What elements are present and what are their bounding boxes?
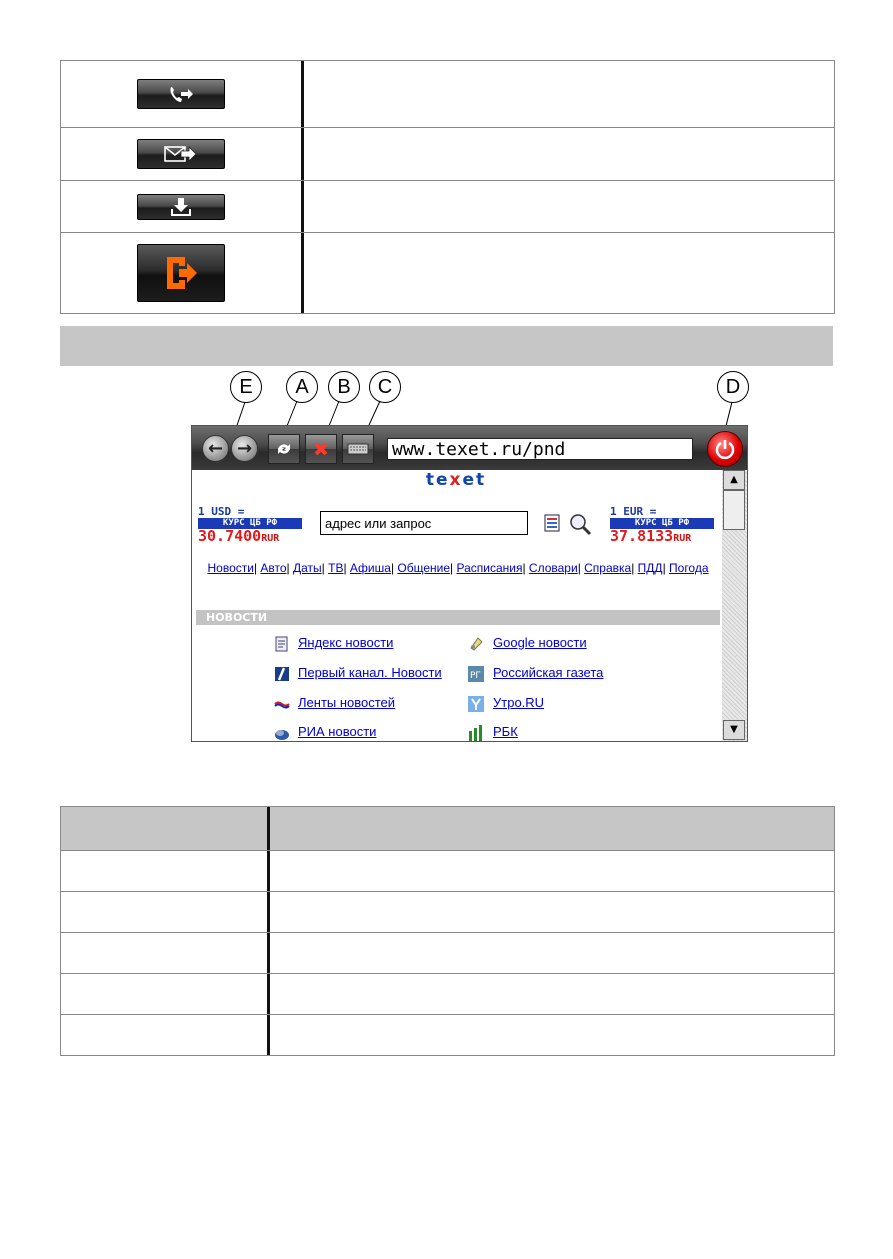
channel-one-icon xyxy=(274,666,290,682)
news-feeds-icon xyxy=(274,696,290,712)
forward-button[interactable] xyxy=(231,435,258,462)
list-item[interactable]: Утро.RU xyxy=(493,695,545,710)
power-icon xyxy=(714,438,736,460)
arrow-left-icon: ← xyxy=(207,438,224,459)
link-chat[interactable]: Общение xyxy=(397,561,451,575)
stop-button[interactable] xyxy=(305,434,337,464)
callout-b: B xyxy=(328,371,360,403)
close-icon xyxy=(313,441,329,457)
link-schedules[interactable]: Расписания xyxy=(456,561,523,575)
list-item[interactable]: Первый канал. Новости xyxy=(298,665,442,680)
power-button[interactable] xyxy=(707,431,743,467)
web-page xyxy=(192,470,720,741)
table-row xyxy=(61,891,834,932)
table-header-row xyxy=(61,807,834,850)
eur-rate-widget: 1 EUR = КУРС ЦБ РФ 37.8133RUR xyxy=(610,506,714,546)
callout-c: C xyxy=(369,371,401,403)
usd-rate-widget: 1 USD = КУРС ЦБ РФ 30.7400RUR xyxy=(198,506,302,546)
search-input[interactable]: адрес или запрос xyxy=(320,511,528,535)
link-auto[interactable]: Авто xyxy=(260,561,287,575)
news-section-header: НОВОСТИ xyxy=(196,610,720,625)
link-dates[interactable]: Даты xyxy=(293,561,322,575)
rbk-icon xyxy=(468,725,484,741)
svg-text:РГ: РГ xyxy=(470,671,481,681)
google-news-icon xyxy=(468,636,484,652)
table-row xyxy=(61,973,834,1014)
ria-news-icon xyxy=(274,725,290,741)
table-row xyxy=(61,932,834,973)
link-pdd[interactable]: ПДД xyxy=(637,561,663,575)
link-news[interactable]: Новости xyxy=(207,561,254,575)
list-item[interactable]: Яндекс новости xyxy=(298,635,394,650)
texet-logo: texet xyxy=(425,470,487,490)
link-weather[interactable]: Погода xyxy=(669,561,709,575)
link-afisha[interactable]: Афиша xyxy=(349,561,391,575)
keyboard-icon xyxy=(347,442,369,456)
vertical-scrollbar[interactable] xyxy=(722,470,747,741)
scroll-down-arrow[interactable]: ▼ xyxy=(723,720,745,740)
list-item[interactable]: Ленты новостей xyxy=(298,695,396,710)
browser-toolbar xyxy=(192,426,747,470)
table-row xyxy=(61,850,834,891)
link-help[interactable]: Справка xyxy=(584,561,632,575)
refresh-button[interactable] xyxy=(268,434,300,464)
bookmarks-icon[interactable] xyxy=(544,513,566,535)
scroll-up-arrow[interactable]: ▲ xyxy=(723,470,745,490)
rg-icon xyxy=(468,666,484,682)
browser-screenshot xyxy=(191,425,748,742)
list-item[interactable]: Российская газета xyxy=(493,665,604,680)
callout-e: E xyxy=(230,371,262,403)
url-input[interactable]: www.texet.ru/pnd xyxy=(387,438,693,460)
yandex-news-icon xyxy=(274,636,290,652)
bottom-table xyxy=(60,806,835,1056)
table-row xyxy=(61,1014,834,1055)
back-button[interactable] xyxy=(202,435,229,462)
utro-icon xyxy=(468,696,484,712)
category-links: Новости| Авто| Даты| ТВ| Афиша| Общение| Расписания| Словари| Справка| ПДД| Погода xyxy=(207,561,709,575)
scroll-thumb[interactable] xyxy=(723,490,745,530)
callout-d: D xyxy=(717,371,749,403)
list-item[interactable]: Google новости xyxy=(493,635,587,650)
list-item[interactable]: РБК xyxy=(493,724,518,739)
link-tv[interactable]: ТВ xyxy=(328,561,344,575)
callout-a: A xyxy=(286,371,318,403)
search-icon[interactable] xyxy=(568,512,592,536)
link-dictionaries[interactable]: Словари xyxy=(528,561,578,575)
refresh-icon xyxy=(274,441,294,457)
list-item[interactable]: РИА новости xyxy=(298,724,377,739)
keyboard-button[interactable] xyxy=(342,434,374,464)
arrow-right-icon: → xyxy=(236,438,253,459)
